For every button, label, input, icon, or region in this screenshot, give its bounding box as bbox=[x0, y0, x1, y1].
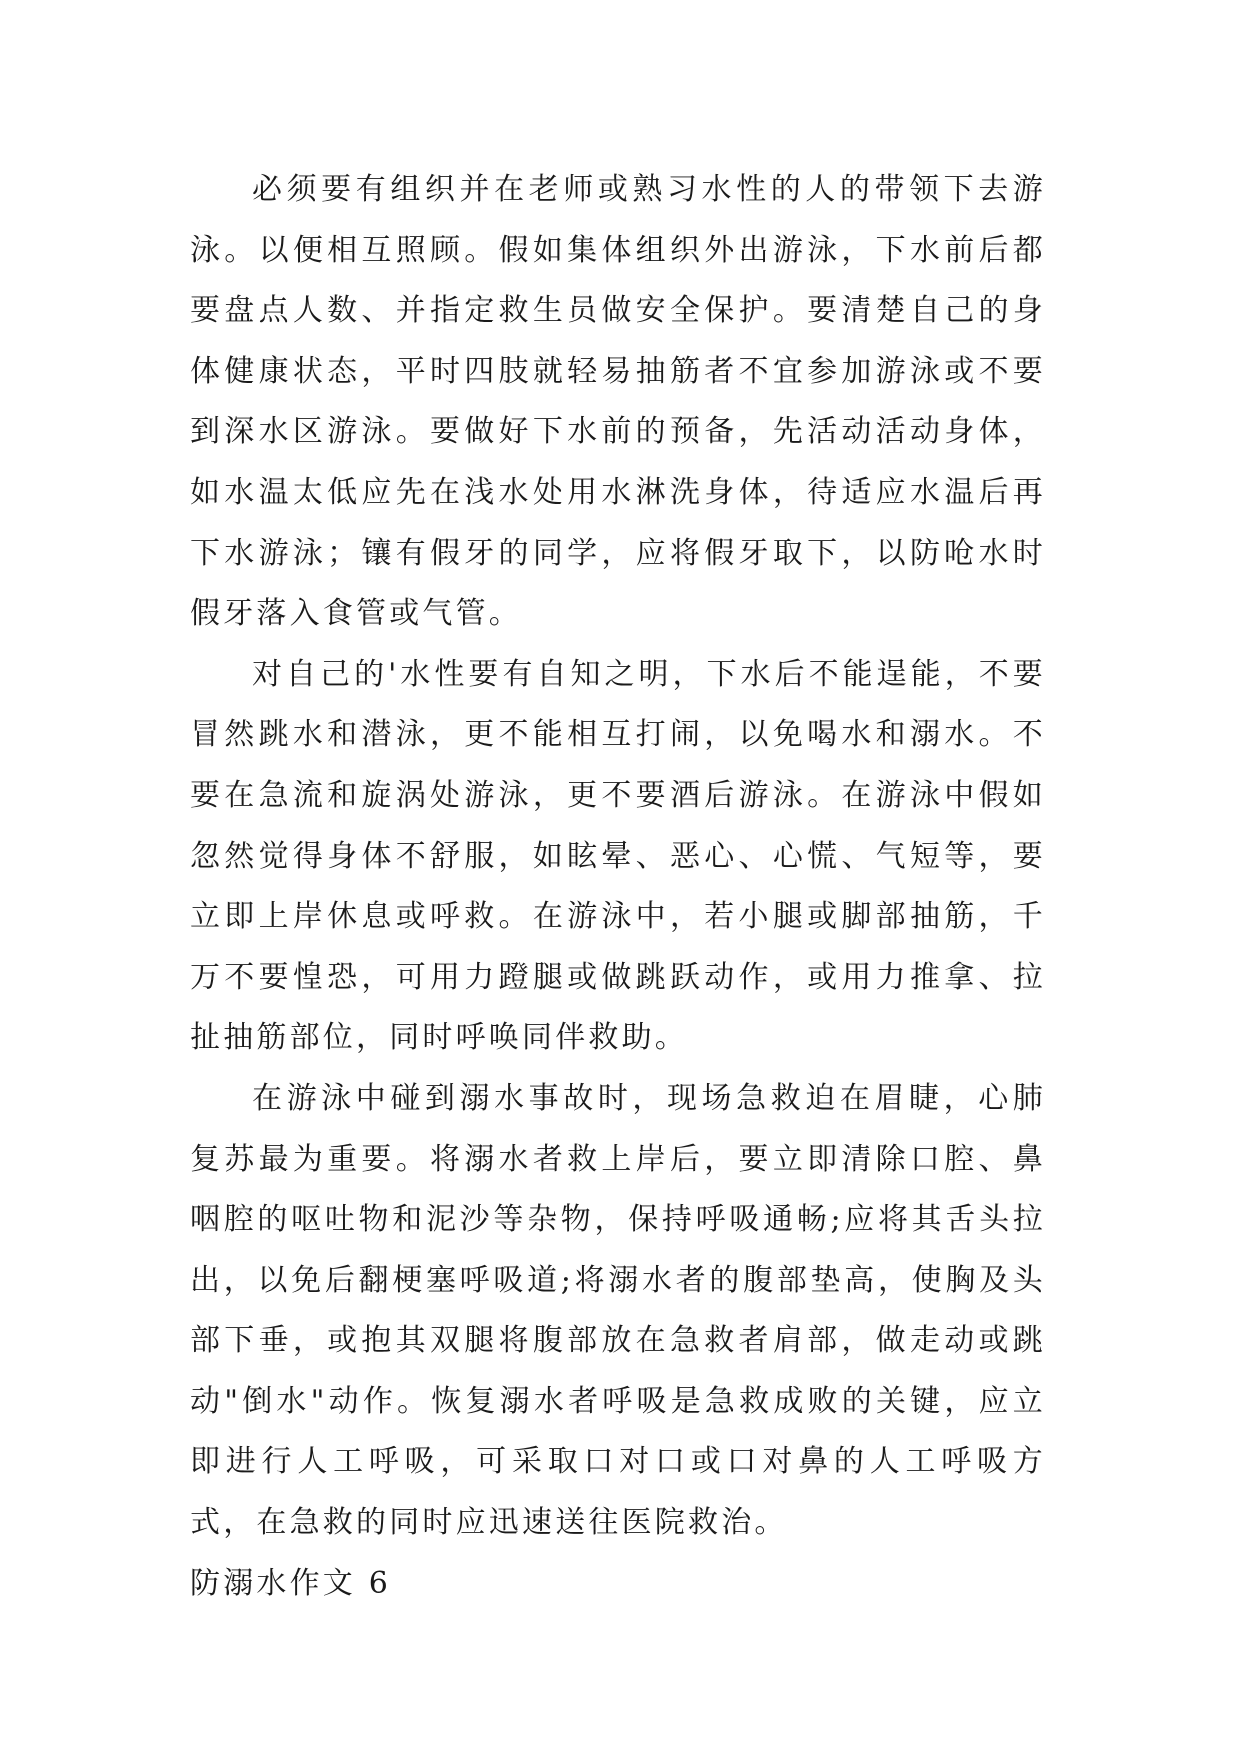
section-heading: 防溺水作文 6 bbox=[190, 1565, 392, 1601]
paragraph-2: 对自己的'水性要有自知之明，下水后不能逞能，不要冒然跳水和潜泳，更不能相互打闹，以免喝水和溺水。不要在急流和旋涡处游泳，更不要酒后游泳。在游泳中假如忽然觉得身体不舒服，如眩晕、恶心、心慌、气短等，要立即上岸休息或呼救。在游泳中，若小腿或脚部抽筋，千万不要惶恐，可用力蹬腿或做跳跃动作，或用力推拿、拉扯抽筋部位，同时呼唤同伴救助。 bbox=[190, 656, 1046, 1056]
paragraph-3: 在游泳中碰到溺水事故时，现场急救迫在眉睫，心肺复苏最为重要。将溺水者救上岸后，要立即清除口腔、鼻咽腔的呕吐物和泥沙等杂物，保持呼吸通畅;应将其舌头拉出，以免后翻梗塞呼吸道;将溺水者的腹部垫高，使胸及头部下垂，或抱其双腿将腹部放在急救者肩部，做走动或跳动"倒水"动作。恢复溺水者呼吸是急救成败的关键，应立即进行人工呼吸，可采取口对口或口对鼻的人工呼吸方式，在急救的同时应迅速送往医院救治。 bbox=[190, 1080, 1046, 1541]
paragraph-1: 必须要有组织并在老师或熟习水性的人的带领下去游泳。以便相互照顾。假如集体组织外出游泳，下水前后都要盘点人数、并指定救生员做安全保护。要清楚自己的身体健康状态，平时四肢就轻易抽筋者不宜参加游泳或不要到深水区游泳。要做好下水前的预备，先活动活动身体，如水温太低应先在浅水处用水淋洗身体，待适应水温后再下水游泳；镶有假牙的同学，应将假牙取下，以防呛水时假牙落入食管或气管。 bbox=[190, 172, 1046, 632]
document-body bbox=[190, 160, 1046, 1614]
